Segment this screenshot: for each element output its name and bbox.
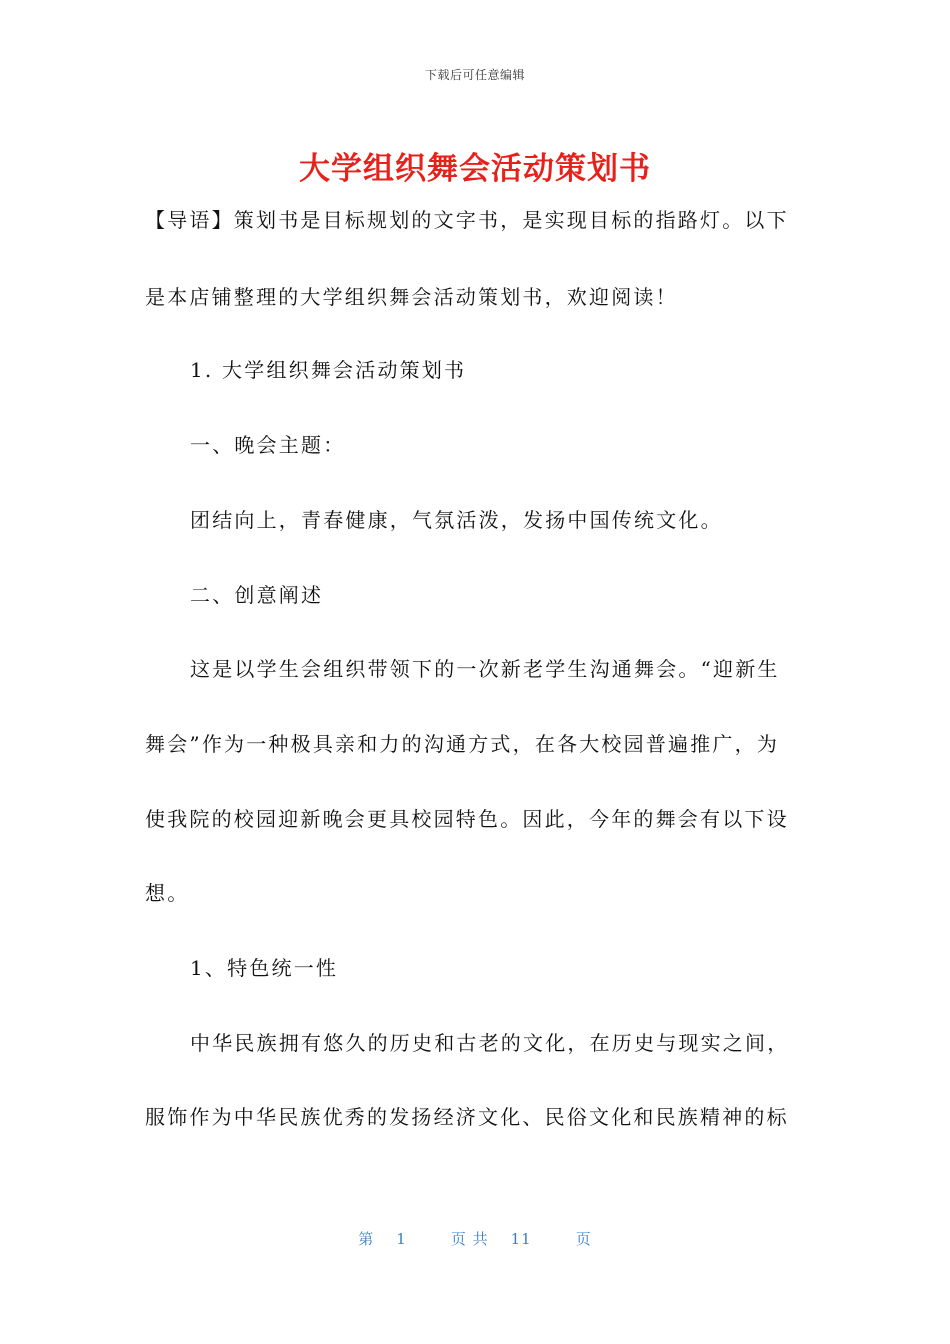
total-pages-number: 11 <box>510 1230 532 1248</box>
paragraph-line: 想。 <box>145 881 190 905</box>
paragraph-line: 服饰作为中华民族优秀的发扬经济文化、民俗文化和民族精神的标 <box>145 1105 789 1129</box>
section-heading: 1. 大学组织舞会活动策划书 <box>190 358 467 382</box>
paragraph-line: 团结向上，青春健康，气氛活泼，发扬中国传统文化。 <box>190 508 723 532</box>
paragraph-line: 中华民族拥有悠久的历史和古老的文化，在历史与现实之间， <box>190 1031 790 1055</box>
paragraph-line: 这是以学生会组织带领下的一次新老学生沟通舞会。“迎新生 <box>190 657 780 681</box>
current-page-number: 1 <box>396 1230 407 1248</box>
page-footer <box>0 1228 950 1249</box>
document-title: 大学组织舞会活动策划书 <box>299 151 651 187</box>
page-label-prefix: 第 <box>358 1230 375 1248</box>
section-heading: 二、创意阐述 <box>190 583 324 607</box>
section-heading: 1、特色统一性 <box>190 956 339 980</box>
section-heading: 一、晚会主题： <box>190 433 346 457</box>
paragraph-line: 【导语】策划书是目标规划的文字书，是实现目标的指路灯。以下 <box>145 208 789 232</box>
page-label-suffix: 页 <box>575 1230 592 1248</box>
paragraph-line: 舞会”作为一种极具亲和力的沟通方式，在各大校园普遍推广，为 <box>145 732 780 756</box>
header-note: 下载后可任意编辑 <box>424 68 525 82</box>
paragraph-line: 使我院的校园迎新晚会更具校园特色。因此，今年的舞会有以下设 <box>145 807 789 831</box>
page-label-middle: 页 共 <box>450 1230 489 1248</box>
paragraph-line: 是本店铺整理的大学组织舞会活动策划书，欢迎阅读！ <box>145 285 678 309</box>
